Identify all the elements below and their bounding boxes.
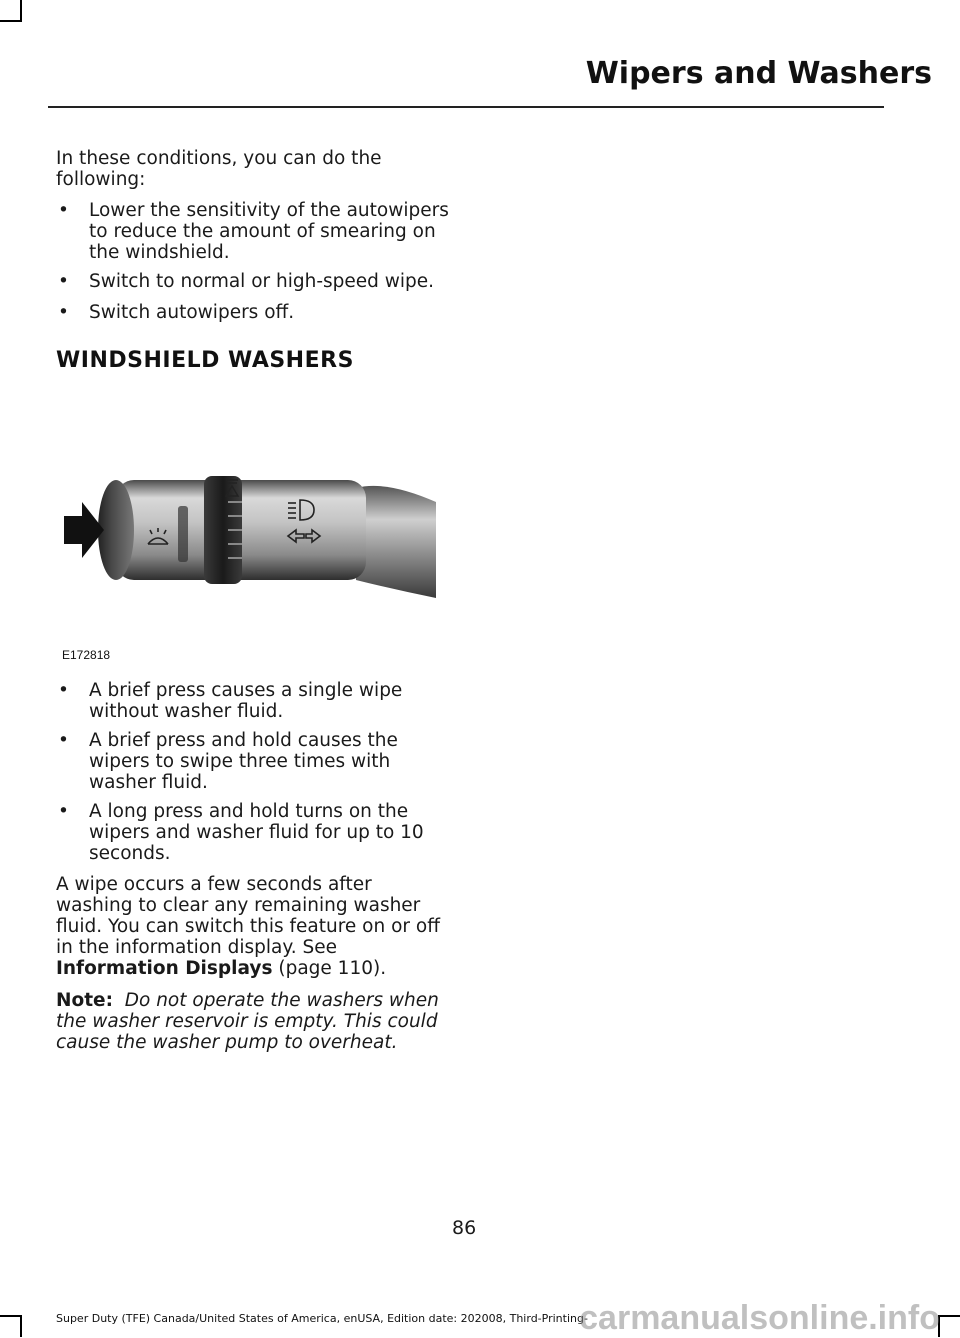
note-block xyxy=(56,990,452,1053)
washer-bullet-list xyxy=(56,680,452,864)
figure-code: E172818 xyxy=(62,648,111,662)
stalk-svg xyxy=(56,440,436,620)
list-item xyxy=(56,271,452,292)
list-item-text: A long press and hold turns on the wipers and washer fluid for up to 10 seconds. xyxy=(89,801,424,864)
footer-text: Super Duty (TFE) Canada/United States of America, enUSA, Edition date: 202008, Third-Printing- xyxy=(56,1312,588,1325)
bullet-glyph: • xyxy=(58,271,69,292)
intro-block xyxy=(56,148,452,331)
watermark: carmanualsonline.info xyxy=(579,1299,940,1337)
washer-bullets-block xyxy=(56,680,452,872)
bullet-glyph: • xyxy=(58,730,69,751)
paragraph-text: A wipe occurs a few seconds after washing to clear any remaining washer fluid. You can switch this feature on or off in the information display. See xyxy=(56,874,440,958)
list-item-text: A brief press and hold causes the wipers to swipe three times with washer fluid. xyxy=(89,730,398,793)
list-item xyxy=(56,730,452,793)
crop-mark xyxy=(20,0,22,22)
bullet-glyph: • xyxy=(58,200,69,221)
wiper-ring-bar xyxy=(178,506,188,562)
list-item-text: A brief press causes a single wipe without washer fluid. xyxy=(89,680,403,722)
page-header-title: Wipers and Washers xyxy=(585,56,932,91)
intro-lead: In these conditions, you can do the following: xyxy=(56,148,382,190)
header-divider xyxy=(48,106,884,108)
page-number: 86 xyxy=(452,1217,477,1239)
list-item xyxy=(56,680,452,722)
crop-mark xyxy=(938,1315,960,1317)
list-item xyxy=(56,302,452,323)
wiper-stalk-illustration xyxy=(56,440,436,620)
bullet-glyph: • xyxy=(58,680,69,701)
list-item xyxy=(56,200,452,263)
note-label: Note: xyxy=(56,990,113,1011)
cross-reference-link[interactable]: Information Displays xyxy=(56,958,273,979)
intro-bullet-list xyxy=(56,200,452,323)
arrow-right-icon xyxy=(64,502,104,558)
list-item-text: Lower the sensitivity of the autowipers to reduce the amount of smearing on the windshield. xyxy=(89,200,449,263)
list-item-text: Switch autowipers off. xyxy=(89,302,295,323)
crop-mark xyxy=(0,1315,22,1317)
section-heading: WINDSHIELD WASHERS xyxy=(56,348,354,373)
list-item xyxy=(56,801,452,864)
page-reference: (page 110). xyxy=(272,958,387,979)
crop-mark xyxy=(20,1315,22,1337)
stalk-arm xyxy=(356,486,436,598)
auto-wipe-paragraph xyxy=(56,874,452,979)
note-text: Do not operate the washers when the washer reservoir is empty. This could cause the washer pump to overheat. xyxy=(56,990,439,1053)
bullet-glyph: • xyxy=(58,302,69,323)
crop-mark xyxy=(0,20,22,22)
bullet-glyph: • xyxy=(58,801,69,822)
list-item-text: Switch to normal or high-speed wipe. xyxy=(89,271,435,292)
